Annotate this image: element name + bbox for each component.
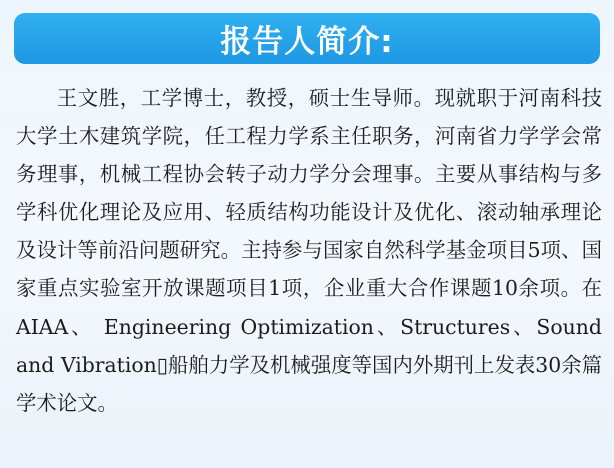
speaker-bio-paragraph: 王文胜，工学博士，教授，硕士生导师。现就职于河南科技大学土木建筑学院，任工程力学系主任职务，河南省力学学会常务理事，机械工程协会转子动力学分会理事。主要从事结构与多学科优化理论及应用、轻质结构功能设计及优化、滚动轴承理论及设计等前沿问题研究。主持参与国家自然科学基金项目5项、国家重点实验室开放课题项目1项，企业重大合作课题10余项。在AIAA、 Engineering Optimization、Structures、Sound and Vibration▯船舶力学及机械强度等国内外期刊上发表30余篇学术论文。 <box>16 86 602 415</box>
title-banner <box>14 13 600 64</box>
page-title: 报告人简介: <box>220 24 394 60</box>
